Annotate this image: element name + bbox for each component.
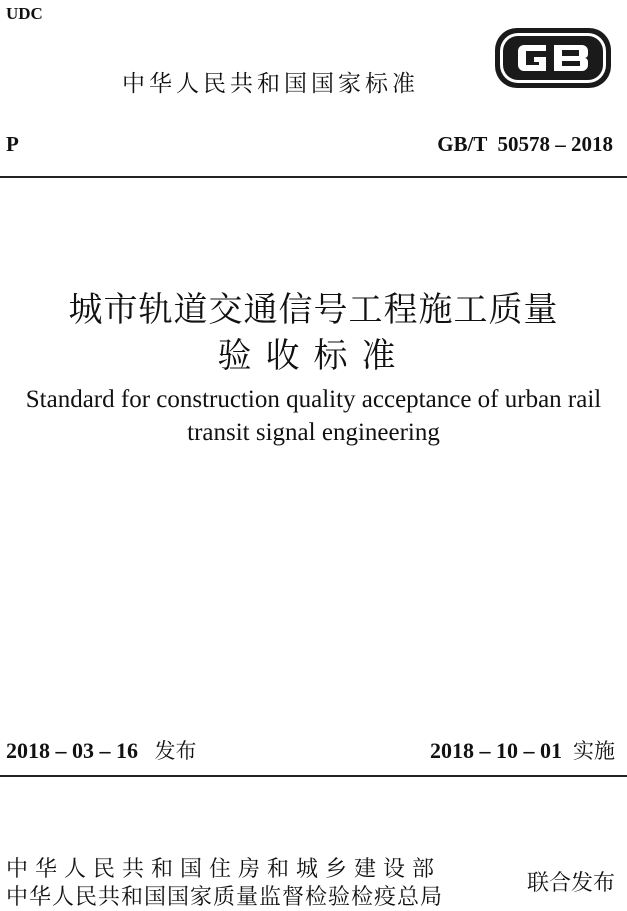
header-divider [0,176,627,178]
implement-date: 2018 – 10 – 01 [430,738,562,763]
title-chinese-line2: 验收标准 [217,336,410,376]
national-standard-heading: 中华人民共和国国家标准 [122,71,419,97]
title-english-line1: Standard for construction quality acceptance of urban rail [25,386,602,413]
issue-date: 2018 – 03 – 16 [6,738,138,763]
implement-label: 实施 [573,739,615,763]
implement-date-block [430,735,615,765]
issuer-ministry-housing: 中华人民共和国住房和城乡建设部 [6,857,442,882]
classification-code: P [6,132,19,156]
issue-date-block [6,735,197,765]
title-english-line2: transit signal engineering [187,419,440,446]
issuer-quality-administration: 中华人民共和国国家质量监督检验检疫总局 [6,885,444,910]
footer-divider [0,775,627,777]
gb-logo [494,27,612,89]
udc-label: UDC [6,4,43,23]
joint-issue-label: 联合发布 [526,871,615,896]
title-chinese-line1: 城市轨道交通信号工程施工质量 [68,290,559,330]
standard-number: GB/T 50578 – 2018 [437,132,613,156]
issue-label: 发布 [154,739,197,763]
